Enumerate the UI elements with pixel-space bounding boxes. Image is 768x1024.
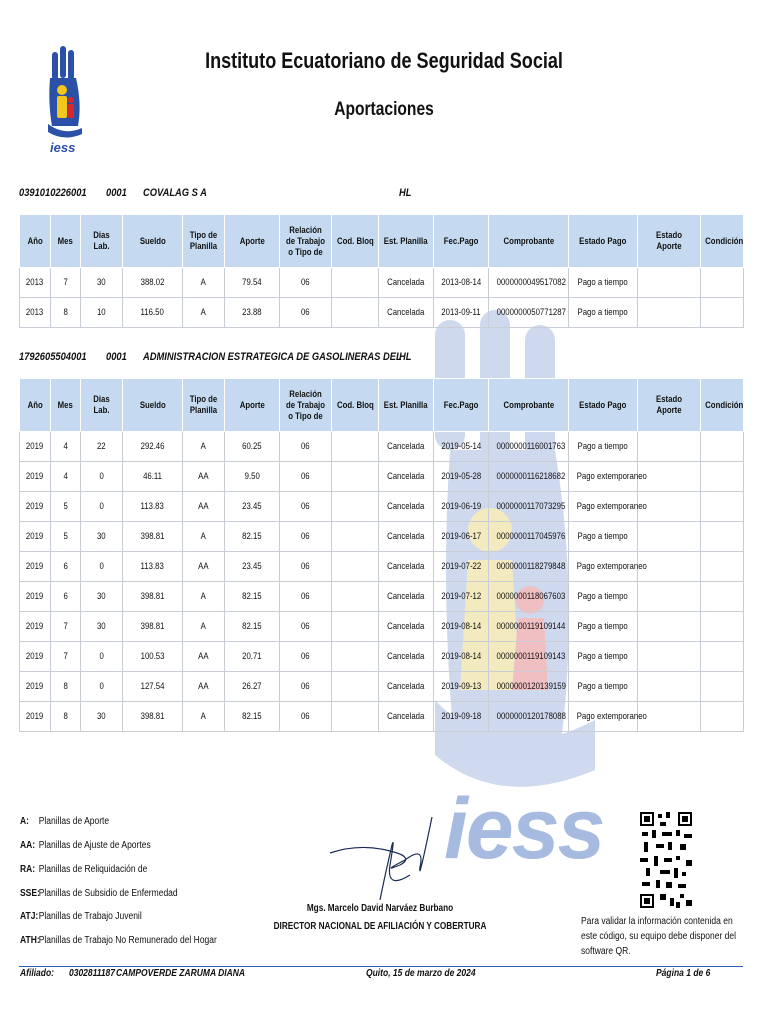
column-header: Tipo de Planilla xyxy=(183,379,225,432)
table-cell: 0000000118279848 xyxy=(489,552,569,582)
table-cell: Pago a tiempo xyxy=(569,642,638,672)
table-cell xyxy=(638,552,701,582)
table-cell: 2019-05-14 xyxy=(434,432,489,462)
table-cell xyxy=(701,642,744,672)
table-cell: A xyxy=(183,432,225,462)
column-header: Estado Aporte xyxy=(638,379,701,432)
column-header: Año xyxy=(20,215,51,268)
table-cell: 2013 xyxy=(20,268,51,298)
table-cell: AA xyxy=(183,552,225,582)
table-cell xyxy=(638,672,701,702)
employer-branch: 0001 xyxy=(106,351,127,363)
table-cell: 127.54 xyxy=(123,672,183,702)
table-cell: 06 xyxy=(280,642,332,672)
table-cell: 82.15 xyxy=(225,582,280,612)
table-cell: Cancelada xyxy=(379,642,434,672)
table-cell: Cancelada xyxy=(379,582,434,612)
column-header: Aporte xyxy=(225,379,280,432)
table-cell: Pago extemporaneo xyxy=(569,462,638,492)
table-cell: 0 xyxy=(81,552,123,582)
column-header: Comprobante xyxy=(489,215,569,268)
table-cell: 2019 xyxy=(20,702,51,732)
table-cell: 46.11 xyxy=(123,462,183,492)
table-cell: 2019-07-22 xyxy=(434,552,489,582)
table-cell xyxy=(638,702,701,732)
table-cell xyxy=(638,462,701,492)
table-cell: 23.88 xyxy=(225,298,280,328)
table-cell: 7 xyxy=(51,612,81,642)
table-cell: 2019 xyxy=(20,612,51,642)
table-cell: 388.02 xyxy=(123,268,183,298)
employer-type: HL xyxy=(399,351,412,363)
table-row xyxy=(20,492,744,522)
column-header: Estado Aporte xyxy=(638,215,701,268)
column-header: Condición xyxy=(701,379,744,432)
table-row xyxy=(20,522,744,552)
table-cell: 8 xyxy=(51,298,81,328)
footer-affiliate-label: Afiliado: xyxy=(20,968,54,979)
contributions-table xyxy=(19,214,744,328)
table-cell: Pago a tiempo xyxy=(569,612,638,642)
table-cell xyxy=(701,522,744,552)
table-cell: 2019-08-14 xyxy=(434,642,489,672)
table-cell: Pago extemporaneo xyxy=(569,702,638,732)
table-cell: 60.25 xyxy=(225,432,280,462)
table-cell: 0000000119109144 xyxy=(489,612,569,642)
table-cell: 398.81 xyxy=(123,702,183,732)
footer-place-date: Quito, 15 de marzo de 2024 xyxy=(366,968,476,979)
legend-item: SSE:Planillas de Subsidio de Enfermedad xyxy=(20,888,178,899)
table-cell: 2019 xyxy=(20,672,51,702)
table-cell: A xyxy=(183,582,225,612)
legend-item: A: Planillas de Aporte xyxy=(20,816,110,827)
table-cell: Cancelada xyxy=(379,702,434,732)
employer-name: COVALAG S A xyxy=(143,187,207,199)
signatory-name: Mgs. Marcelo David Narváez Burbano xyxy=(306,903,454,914)
table-cell: A xyxy=(183,522,225,552)
table-cell: 0 xyxy=(81,672,123,702)
table-cell: 100.53 xyxy=(123,642,183,672)
table-cell: Cancelada xyxy=(379,612,434,642)
table-row xyxy=(20,702,744,732)
table-cell: 2013-09-11 xyxy=(434,298,489,328)
legend-item: AA: Planillas de Ajuste de Aportes xyxy=(20,840,151,851)
employer-branch: 0001 xyxy=(106,187,127,199)
table-cell: 2019 xyxy=(20,462,51,492)
table-cell xyxy=(638,298,701,328)
table-cell: 0000000117073295 xyxy=(489,492,569,522)
employer-ruc: 1792605504001 xyxy=(19,351,87,363)
table-cell: 2019-07-12 xyxy=(434,582,489,612)
table-cell: 06 xyxy=(280,432,332,462)
column-header: Est. Planilla xyxy=(379,215,434,268)
table-header-row xyxy=(20,379,744,432)
table-cell: 2019-06-19 xyxy=(434,492,489,522)
column-header: Dias Lab. xyxy=(81,215,123,268)
table-cell: 0000000116218682 xyxy=(489,462,569,492)
table-cell: 0 xyxy=(81,462,123,492)
table-cell: 398.81 xyxy=(123,522,183,552)
table-cell: 113.83 xyxy=(123,492,183,522)
signatory-role: DIRECTOR NACIONAL DE AFILIACIÓN Y COBERTURA xyxy=(273,921,487,932)
table-cell: 23.45 xyxy=(225,492,280,522)
column-header: Relación de Trabajo o Tipo de xyxy=(280,215,332,268)
table-cell: A xyxy=(183,702,225,732)
table-cell xyxy=(701,552,744,582)
table-cell: 26.27 xyxy=(225,672,280,702)
table-cell: 0000000120178088 xyxy=(489,702,569,732)
footer-affiliate-name: CAMPOVERDE ZARUMA DIANA xyxy=(116,968,246,979)
table-cell: 06 xyxy=(280,702,332,732)
table-cell: Pago extemporaneo xyxy=(569,492,638,522)
column-header: Cod. Bloq xyxy=(332,215,379,268)
table-cell: 0000000049517082 xyxy=(489,268,569,298)
table-cell xyxy=(332,672,379,702)
table-cell: A xyxy=(183,268,225,298)
column-header: Mes xyxy=(51,379,81,432)
table-cell: 6 xyxy=(51,552,81,582)
table-row xyxy=(20,612,744,642)
table-cell: Pago a tiempo xyxy=(569,582,638,612)
table-cell: Cancelada xyxy=(379,552,434,582)
table-cell: Cancelada xyxy=(379,268,434,298)
table-cell: 30 xyxy=(81,702,123,732)
table-cell xyxy=(638,642,701,672)
table-cell: 0000000116001763 xyxy=(489,432,569,462)
table-cell: 5 xyxy=(51,492,81,522)
table-cell xyxy=(332,462,379,492)
table-cell xyxy=(701,298,744,328)
column-header: Estado Pago xyxy=(569,379,638,432)
table-cell: 06 xyxy=(280,268,332,298)
employer-ruc: 0391010226001 xyxy=(19,187,87,199)
table-cell: 8 xyxy=(51,672,81,702)
table-cell xyxy=(638,582,701,612)
table-cell: Cancelada xyxy=(379,298,434,328)
table-cell: 0000000119109143 xyxy=(489,642,569,672)
table-cell xyxy=(332,432,379,462)
table-cell xyxy=(332,612,379,642)
table-row xyxy=(20,552,744,582)
column-header: Comprobante xyxy=(489,379,569,432)
column-header: Relación de Trabajo o Tipo de xyxy=(280,379,332,432)
table-cell xyxy=(332,492,379,522)
table-header-row xyxy=(20,215,744,268)
table-cell: 2019 xyxy=(20,432,51,462)
table-cell: 06 xyxy=(280,582,332,612)
table-cell: 06 xyxy=(280,492,332,522)
table-cell: 22 xyxy=(81,432,123,462)
table-cell: 7 xyxy=(51,268,81,298)
column-header: Condición xyxy=(701,215,744,268)
table-cell: 2019 xyxy=(20,552,51,582)
table-cell: 5 xyxy=(51,522,81,552)
column-header: Estado Pago xyxy=(569,215,638,268)
table-row xyxy=(20,462,744,492)
table-cell xyxy=(638,268,701,298)
table-cell: Cancelada xyxy=(379,492,434,522)
footer-page-number: Página 1 de 6 xyxy=(656,968,711,979)
table-cell: 06 xyxy=(280,672,332,702)
document-title: Instituto Ecuatoriano de Seguridad Social xyxy=(205,48,563,73)
table-cell: AA xyxy=(183,672,225,702)
table-cell: 2019-08-14 xyxy=(434,612,489,642)
table-cell: 10 xyxy=(81,298,123,328)
table-cell: 4 xyxy=(51,432,81,462)
table-cell: 0000000050771287 xyxy=(489,298,569,328)
document-subtitle: Aportaciones xyxy=(334,99,434,120)
table-cell: 20.71 xyxy=(225,642,280,672)
qr-code xyxy=(640,812,692,908)
table-cell: 79.54 xyxy=(225,268,280,298)
table-cell: 06 xyxy=(280,522,332,552)
table-cell: 2019-09-13 xyxy=(434,672,489,702)
legend-item: ATH:Planillas de Trabajo No Remunerado del Hogar xyxy=(20,935,217,946)
table-cell xyxy=(332,582,379,612)
table-cell: AA xyxy=(183,462,225,492)
table-cell xyxy=(701,268,744,298)
table-cell: 292.46 xyxy=(123,432,183,462)
table-cell xyxy=(638,522,701,552)
column-header: Cod. Bloq xyxy=(332,379,379,432)
table-cell: 2019-09-18 xyxy=(434,702,489,732)
iess-watermark-text: iess xyxy=(444,781,604,877)
table-cell: 30 xyxy=(81,582,123,612)
table-cell: 0000000118067603 xyxy=(489,582,569,612)
column-header: Sueldo xyxy=(123,215,183,268)
table-cell: A xyxy=(183,298,225,328)
table-row xyxy=(20,298,744,328)
table-cell: 0 xyxy=(81,642,123,672)
table-cell xyxy=(332,642,379,672)
table-cell: 0000000117045976 xyxy=(489,522,569,552)
table-cell: 398.81 xyxy=(123,582,183,612)
table-cell: Cancelada xyxy=(379,432,434,462)
table-cell xyxy=(332,702,379,732)
table-cell: 82.15 xyxy=(225,702,280,732)
table-cell: 2013 xyxy=(20,298,51,328)
table-cell: 30 xyxy=(81,612,123,642)
table-cell: 06 xyxy=(280,298,332,328)
table-row xyxy=(20,432,744,462)
table-row xyxy=(20,582,744,612)
table-cell: Cancelada xyxy=(379,522,434,552)
table-cell xyxy=(701,492,744,522)
table-cell: Pago extemporaneo xyxy=(569,552,638,582)
employer-type: HL xyxy=(399,187,412,199)
table-cell: A xyxy=(183,612,225,642)
table-cell: 23.45 xyxy=(225,552,280,582)
table-cell xyxy=(701,612,744,642)
column-header: Est. Planilla xyxy=(379,379,434,432)
table-cell xyxy=(638,612,701,642)
footer-divider xyxy=(19,966,743,967)
table-cell: 8 xyxy=(51,702,81,732)
table-row xyxy=(20,268,744,298)
column-header: Aporte xyxy=(225,215,280,268)
table-cell xyxy=(701,672,744,702)
column-header: Tipo de Planilla xyxy=(183,215,225,268)
table-cell xyxy=(701,432,744,462)
footer-affiliate-id: 0302811187 xyxy=(69,968,116,979)
table-cell xyxy=(638,432,701,462)
qr-validation-note: Para validar la información contenida en este código, su equipo debe disponer del software QR. xyxy=(581,916,737,957)
table-cell: Cancelada xyxy=(379,462,434,492)
column-header: Sueldo xyxy=(123,379,183,432)
table-cell: 7 xyxy=(51,642,81,672)
signature-image xyxy=(320,805,470,905)
table-cell: 06 xyxy=(280,462,332,492)
table-cell: AA xyxy=(183,642,225,672)
column-header: Fec.Pago xyxy=(434,215,489,268)
table-cell: 4 xyxy=(51,462,81,492)
table-cell: 116.50 xyxy=(123,298,183,328)
table-cell: Pago a tiempo xyxy=(569,298,638,328)
table-cell: Pago a tiempo xyxy=(569,432,638,462)
legend-item: RA: Planillas de Reliquidación de xyxy=(20,864,148,875)
table-cell xyxy=(701,582,744,612)
column-header: Fec.Pago xyxy=(434,379,489,432)
table-row xyxy=(20,672,744,702)
column-header: Año xyxy=(20,379,51,432)
table-cell: 2019 xyxy=(20,642,51,672)
table-cell: 6 xyxy=(51,582,81,612)
table-cell: 82.15 xyxy=(225,522,280,552)
table-cell: Pago a tiempo xyxy=(569,268,638,298)
table-cell: Cancelada xyxy=(379,672,434,702)
employer-name: ADMINISTRACION ESTRATEGICA DE GASOLINERAS DEL xyxy=(143,351,402,363)
iess-logo-text: iess xyxy=(50,140,76,155)
table-cell xyxy=(701,462,744,492)
table-cell xyxy=(701,702,744,732)
table-cell: 2019-05-28 xyxy=(434,462,489,492)
table-cell: 2019 xyxy=(20,582,51,612)
table-cell: AA xyxy=(183,492,225,522)
table-cell: 113.83 xyxy=(123,552,183,582)
table-cell: 30 xyxy=(81,268,123,298)
table-cell: 2019 xyxy=(20,522,51,552)
table-cell: 06 xyxy=(280,612,332,642)
table-cell: Pago a tiempo xyxy=(569,522,638,552)
table-cell xyxy=(638,492,701,522)
table-cell: 2019-06-17 xyxy=(434,522,489,552)
table-cell: 398.81 xyxy=(123,612,183,642)
column-header: Mes xyxy=(51,215,81,268)
table-cell: 06 xyxy=(280,552,332,582)
table-cell: 30 xyxy=(81,522,123,552)
table-cell xyxy=(332,268,379,298)
legend-item: ATJ:Planillas de Trabajo Juvenil xyxy=(20,911,142,922)
contributions-table xyxy=(19,378,744,732)
table-row xyxy=(20,642,744,672)
table-cell: 2019 xyxy=(20,492,51,522)
table-cell: 9.50 xyxy=(225,462,280,492)
table-cell xyxy=(332,298,379,328)
table-cell: 2013-08-14 xyxy=(434,268,489,298)
table-cell: Pago a tiempo xyxy=(569,672,638,702)
table-cell xyxy=(332,522,379,552)
table-cell xyxy=(332,552,379,582)
table-cell: 0 xyxy=(81,492,123,522)
column-header: Dias Lab. xyxy=(81,379,123,432)
table-cell: 82.15 xyxy=(225,612,280,642)
table-cell: 0000000120139159 xyxy=(489,672,569,702)
